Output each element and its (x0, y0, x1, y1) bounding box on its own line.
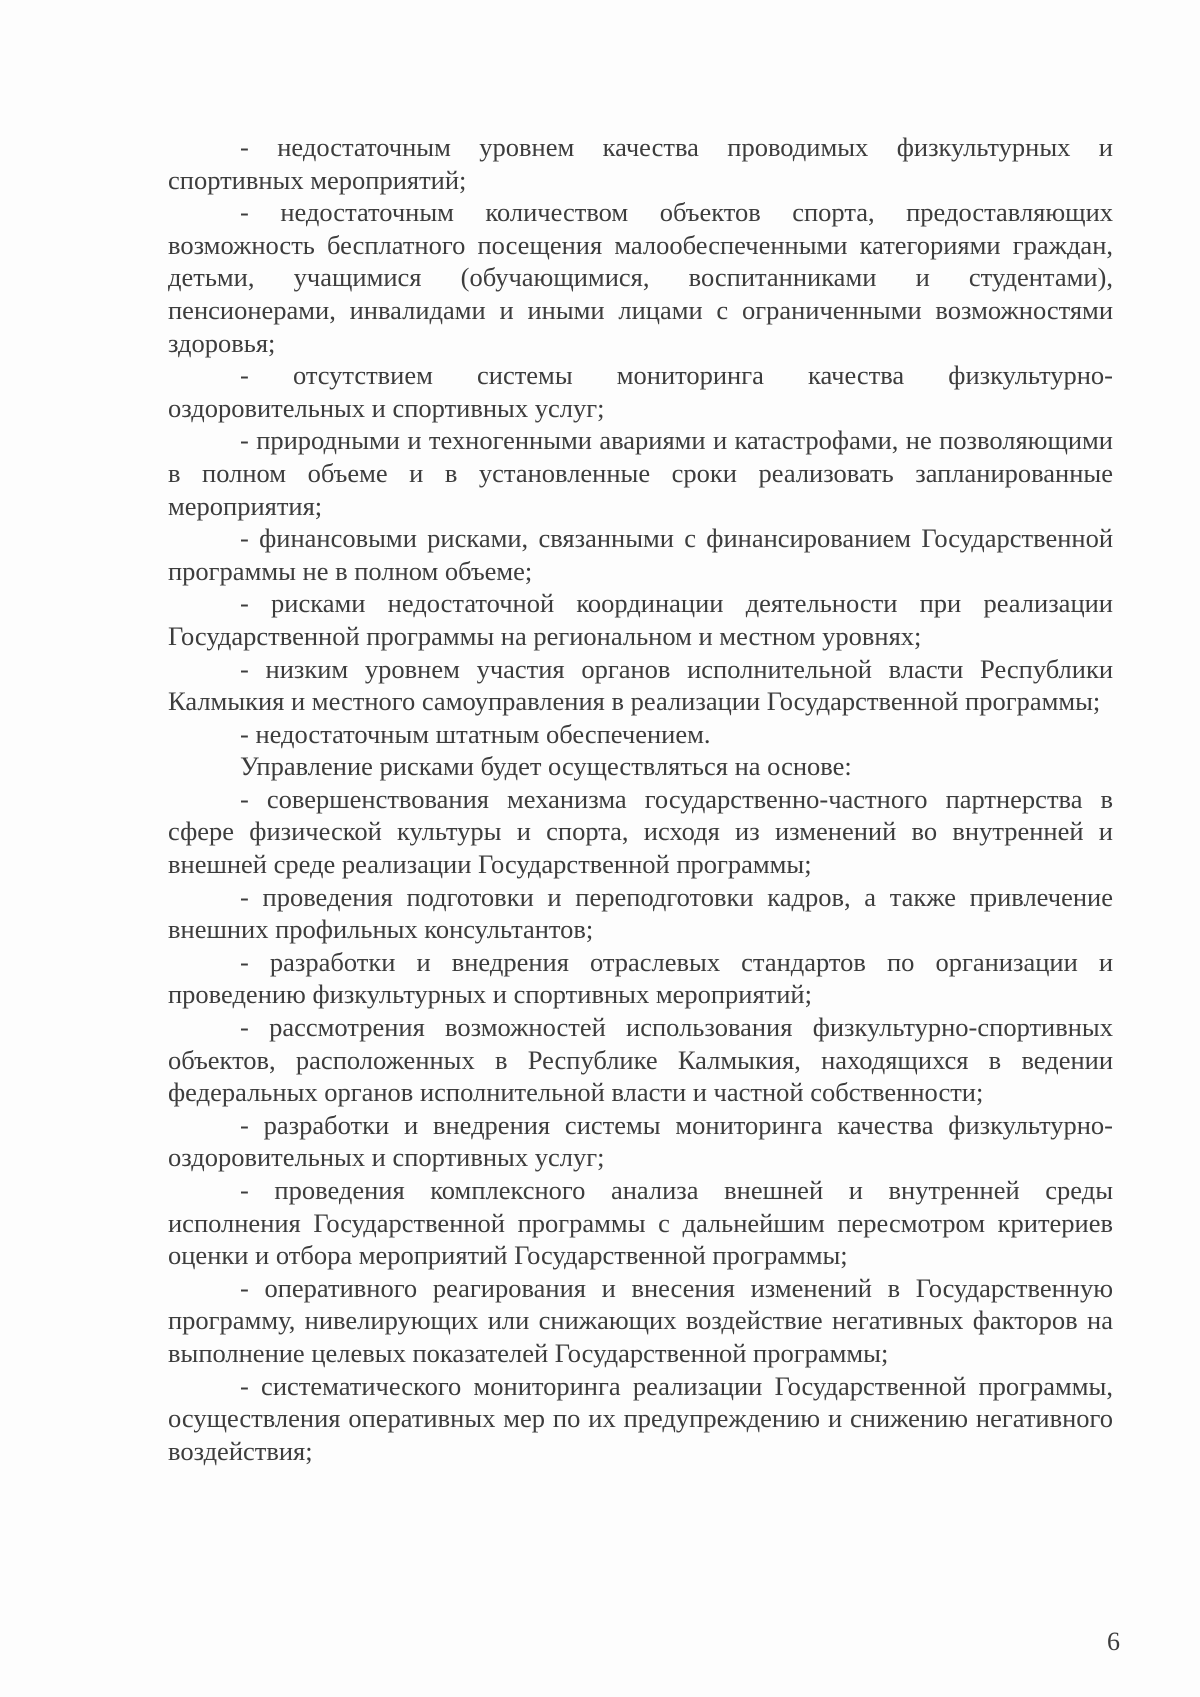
document-body (168, 131, 1113, 1467)
paragraph: Управление рисками будет осуществляться на основе: (240, 751, 852, 782)
page-number: 6 (1107, 1627, 1120, 1656)
paragraph: - недостаточным количеством объектов спорта, предоставляющих возможность бесплатного посещения малообеспеченными категориями граждан, детьми, учащимися (обучающимися, воспитанниками и студентами), пенсионерами, инвалидами и иными лицами с ограниченными возможностями здоровья; (168, 197, 1113, 358)
paragraph: - финансовыми рисками, связанными с финансированием Государственной программы не в полном объеме; (168, 523, 1113, 586)
paragraph: - природными и техногенными авариями и катастрофами, не позволяющими в полном объеме и в установленные сроки реализовать запланированные мероприятия; (168, 425, 1113, 521)
paragraph: - оперативного реагирования и внесения изменений в Государственную программу, нивелирующих или снижающих воздействие негативных факторов на выполнение целевых показателей Государственной программы; (168, 1272, 1113, 1368)
paragraph: - низким уровнем участия органов исполнительной власти Республики Калмыкия и местного самоуправления в реализации Государственной программы; (168, 653, 1113, 717)
paragraph: - проведения комплексного анализа внешней и внутренней среды исполнения Государственной программы с дальнейшим пересмотром критериев оценки и отбора мероприятий Государственной программы; (168, 1175, 1113, 1271)
paragraph: - проведения подготовки и переподготовки кадров, а также привлечение внешних профильных консультантов; (168, 881, 1113, 945)
paragraph: - разработки и внедрения системы мониторинга качества физкультурно-оздоровительных и спортивных услуг; (168, 1109, 1113, 1173)
paragraph: - систематического мониторинга реализации Государственной программы, осуществления оперативных мер по их предупреждению и снижению негативного воздействия; (168, 1370, 1113, 1466)
paragraph: - недостаточным уровнем качества проводимых физкультурных и спортивных мероприятий; (168, 132, 1113, 195)
paragraph: - совершенствования механизма государственно-частного партнерства в сфере физической культуры и спорта, исходя из изменений во внутренней и внешней среде реализации Государственной программы; (168, 783, 1113, 880)
paragraph: - разработки и внедрения отраслевых стандартов по организации и проведению физкультурных и спортивных мероприятий; (168, 946, 1113, 1010)
paragraph: - недостаточным штатным обеспечением. (240, 718, 711, 749)
paragraph: - рассмотрения возможностей использования физкультурно-спортивных объектов, расположенных в Республике Калмыкия, находящихся в ведении федеральных органов исполнительной власти и частной собственности; (168, 1012, 1113, 1108)
paragraph: - рисками недостаточной координации деятельности при реализации Государственной программы на региональном и местном уровнях; (168, 588, 1113, 651)
paragraph: - отсутствием системы мониторинга качества физкультурно-оздоровительных и спортивных услуг; (168, 360, 1113, 423)
